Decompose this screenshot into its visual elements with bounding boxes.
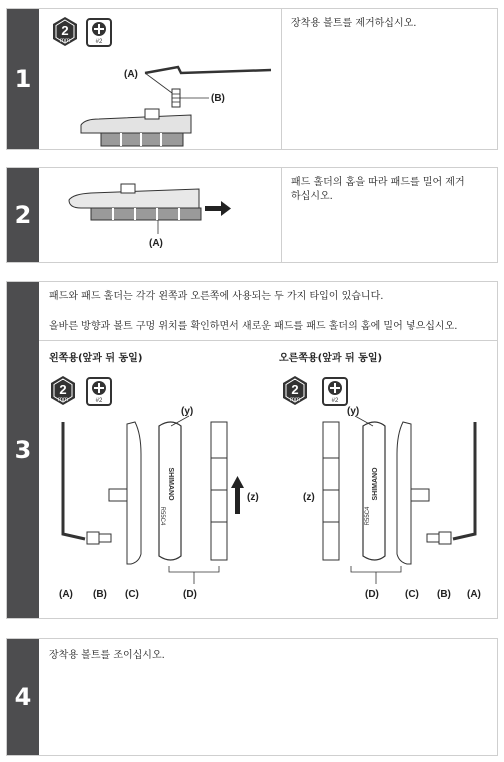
pad-brand: SHIMANO — [167, 467, 174, 501]
phillips-driver-icon — [323, 378, 347, 405]
label-y: (y) — [347, 406, 360, 417]
hex-wrench-icon — [283, 376, 307, 405]
step-3-instruction-1: 패드와 패드 홀더는 각각 왼쪽과 오른쪽에 사용되는 두 가지 타입이 있습니다. — [49, 291, 384, 302]
right-pad-assembly — [303, 406, 481, 600]
step-1 — [6, 8, 498, 150]
step-3-illustration — [41, 374, 497, 618]
step-4 — [6, 638, 498, 756]
label-d: (D) — [365, 589, 379, 600]
wrench-size: 2 — [59, 382, 67, 397]
label-y: (y) — [181, 406, 194, 417]
label-a: (A) — [59, 589, 73, 600]
left-side-title: 왼쪽용(앞과 뒤 동일) — [49, 353, 143, 364]
hex-wrench-icon — [53, 17, 77, 46]
label-d: (D) — [183, 589, 197, 600]
driver-size: #2 — [95, 398, 103, 404]
wrench-size: 2 — [291, 382, 299, 397]
phillips-driver-icon — [87, 378, 111, 405]
step-number: 4 — [7, 639, 39, 755]
wrench-unit: mm — [60, 38, 70, 44]
label-b: (B) — [437, 589, 451, 600]
step-number: 2 — [7, 168, 39, 262]
step-number: 3 — [7, 282, 39, 618]
step-4-instruction: 장착용 볼트를 조이십시오. — [49, 650, 165, 661]
step-number: 1 — [7, 9, 39, 149]
label-a: (A) — [467, 589, 481, 600]
column-divider — [281, 9, 282, 149]
driver-size: #2 — [331, 398, 339, 404]
phillips-driver-icon — [87, 19, 111, 46]
pad-model: R55C4 — [365, 506, 371, 526]
label-a: (A) — [124, 69, 138, 80]
step-2-instruction: 패드 홀더의 홈을 따라 패드를 밀어 제거하십시오. — [291, 177, 465, 202]
wrench-unit: mm — [58, 397, 68, 403]
label-z: (z) — [303, 492, 315, 503]
step-1-instruction: 장착용 볼트를 제거하십시오. — [291, 18, 417, 29]
label-a: (A) — [149, 238, 163, 249]
label-b: (B) — [211, 93, 225, 104]
step-2 — [6, 167, 498, 263]
pad-model: R55C4 — [159, 506, 165, 526]
column-divider — [281, 168, 282, 262]
label-z: (z) — [247, 492, 259, 503]
wrench-size: 2 — [61, 23, 69, 38]
step-3-instruction-2: 올바른 방향과 볼트 구멍 위치를 확인하면서 새로운 패드를 패드 홀더의 홈에 밀어 넣으십시오. — [49, 321, 458, 332]
right-side-title: 오른쪽용(앞과 뒤 동일) — [279, 353, 383, 364]
label-c: (C) — [405, 589, 419, 600]
label-b: (B) — [93, 589, 107, 600]
pad-brand: SHIMANO — [372, 467, 379, 501]
hex-wrench-icon — [51, 376, 75, 405]
wrench-unit: mm — [290, 397, 300, 403]
label-c: (C) — [125, 589, 139, 600]
left-pad-assembly — [59, 406, 259, 600]
step-3 — [6, 281, 498, 619]
step-2-illustration — [41, 168, 281, 262]
step-1-illustration — [41, 9, 281, 149]
driver-size: #2 — [95, 39, 103, 45]
section-divider — [39, 340, 497, 341]
